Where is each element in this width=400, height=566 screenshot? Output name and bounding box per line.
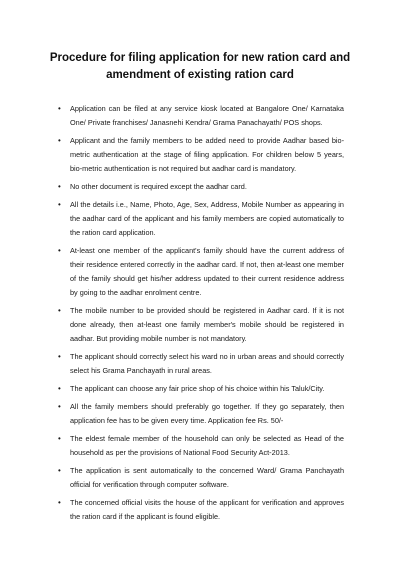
title-line-1: Procedure for filing application for new ration card and bbox=[49, 52, 351, 64]
list-item bbox=[58, 382, 344, 396]
bullet-icon: • bbox=[58, 182, 61, 191]
list-item-text: The concerned official visits the house of the applicant for verification and approves the ration card if the applicant is found eligible. bbox=[70, 498, 344, 521]
list-item-text: Application can be filed at any service kiosk located at Bangalore One/ Karnataka One/ Private franchises/ Janasnehi Kendra/ Grama Panachayath/ POS shops. bbox=[70, 104, 344, 127]
bullet-icon: • bbox=[58, 246, 61, 255]
list-item-text: The mobile number to be provided should be registered in Aadhar card. If it is not done already, then at-least one family member's mobile should be registered in aadhar. But providing mobile number is not mandatory. bbox=[70, 306, 344, 343]
bullet-icon: • bbox=[58, 306, 61, 315]
list-item bbox=[58, 400, 344, 428]
list-item bbox=[58, 432, 344, 460]
list-item-text: The applicant should correctly select his ward no in urban areas and should correctly select his Grama Panchayath in rural areas. bbox=[70, 352, 344, 375]
bullet-icon: • bbox=[58, 352, 61, 361]
list-item-text: No other document is required except the aadhar card. bbox=[70, 182, 247, 191]
list-item-text: At-least one member of the applicant's family should have the current address of their residence entered correctly in the aadhar card. If not, then at-least one member of the family should get his/her address updated to their current residence address by going to the aadhar enrolment centre. bbox=[70, 246, 344, 297]
bullet-icon: • bbox=[58, 136, 61, 145]
list-item-text: The applicant can choose any fair price shop of his choice within his Taluk/City. bbox=[70, 384, 325, 393]
bullet-icon: • bbox=[58, 200, 61, 209]
list-item bbox=[58, 464, 344, 492]
list-item-text: The eldest female member of the household can only be selected as Head of the household as per the provisions of National Food Security Act-2013. bbox=[70, 434, 344, 457]
bullet-icon: • bbox=[58, 498, 61, 507]
document-title bbox=[40, 50, 360, 84]
bullet-icon: • bbox=[58, 384, 61, 393]
list-item-text: The application is sent automatically to the concerned Ward/ Grama Panchayath official for verification through computer software. bbox=[70, 466, 344, 489]
list-item bbox=[58, 244, 344, 300]
procedure-list bbox=[58, 102, 344, 528]
bullet-icon: • bbox=[58, 104, 61, 113]
title-line-2: amendment of existing ration card bbox=[106, 69, 294, 81]
bullet-icon: • bbox=[58, 434, 61, 443]
list-item bbox=[58, 198, 344, 240]
list-item bbox=[58, 304, 344, 346]
list-item bbox=[58, 496, 344, 524]
bullet-icon: • bbox=[58, 466, 61, 475]
list-item-text: Applicant and the family members to be added need to provide Aadhar based bio-metric authentication at the stage of filing application. For children below 5 years, bio-metric authentication is not required but aadhar card is mandatory. bbox=[70, 136, 344, 173]
list-item bbox=[58, 350, 344, 378]
list-item-text: All the details i.e., Name, Photo, Age, Sex, Address, Mobile Number as appearing in the aadhar card of the applicant and his family members are copied automatically to the ration card application. bbox=[70, 200, 344, 237]
list-item bbox=[58, 134, 344, 176]
list-item bbox=[58, 102, 344, 130]
list-item bbox=[58, 180, 344, 194]
bullet-icon: • bbox=[58, 402, 61, 411]
list-item-text: All the family members should preferably go together. If they go separately, then application fee has to be given every time. Application fee Rs. 50/- bbox=[70, 402, 344, 425]
